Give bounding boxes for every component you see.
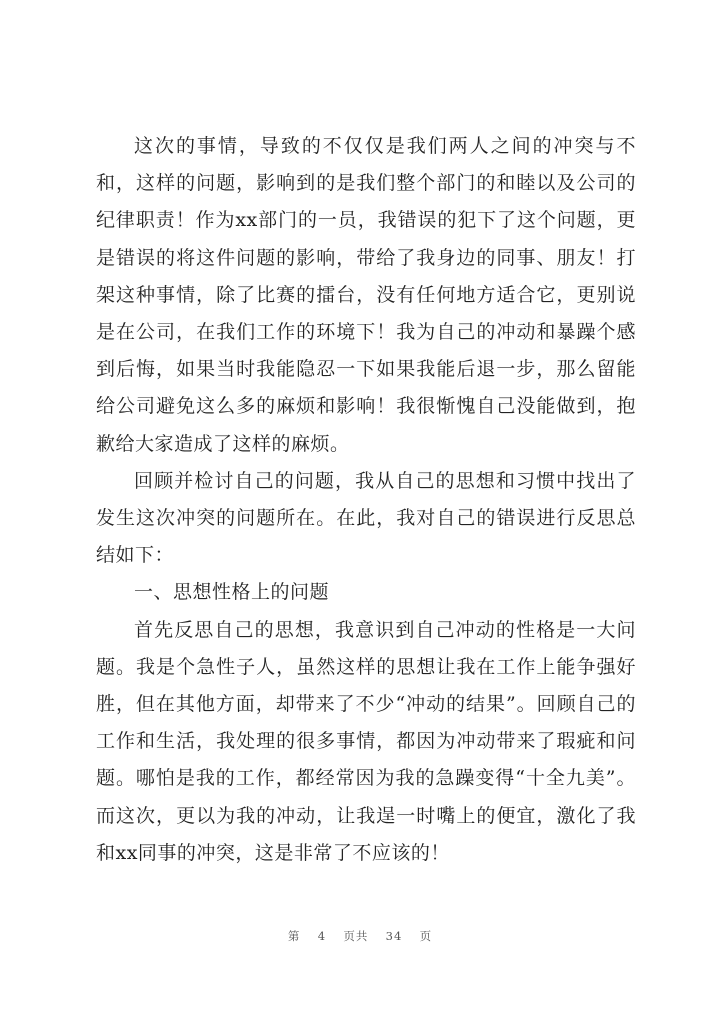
page-footer <box>0 928 720 944</box>
document-body <box>96 128 636 872</box>
page-label-mid: 页共 <box>343 929 369 943</box>
current-page-number: 4 <box>317 929 327 943</box>
page-label-suffix: 页 <box>419 929 433 943</box>
paragraph: 回顾并检讨自己的问题，我从自己的思想和习惯中找出了发生这次冲突的问题所在。在此，我对自己的错误进行反思总结如下： <box>96 469 636 567</box>
paragraph: 首先反思自己的思想，我意识到自己冲动的性格是一大问题。我是个急性子人，虽然这样的思想让我在工作上能争强好胜，但在其他方面，却带来了不少“冲动的结果”。回顾自己的工作和生活，我处理的很多事情，都因为冲动带来了瑕疵和问题。哪怕是我的工作，都经常因为我的急躁变得“十全九美”。而这次，更以为我的冲动，让我逞一时嘴上的便宜，激化了我和xx同事的冲突，这是非常了不应该的！ <box>96 618 636 864</box>
paragraph: 这次的事情，导致的不仅仅是我们两人之间的冲突与不和，这样的问题，影响到的是我们整个部门的和睦以及公司的纪律职责！作为xx部门的一员，我错误的犯下了这个问题，更是错误的将这件问题的影响，带给了我身边的同事、朋友！打架这种事情，除了比赛的擂台，没有任何地方适合它，更别说是在公司，在我们工作的环境下！我为自己的冲动和暴躁个感到后悔，如果当时我能隐忍一下如果我能后退一步，那么留能给公司避免这么多的麻烦和影响！我很惭愧自己没能做到，抱歉给大家造成了这样的麻烦。 <box>96 135 636 455</box>
total-pages-number: 34 <box>385 929 403 943</box>
section-heading: 一、思想性格上的问题 <box>134 581 330 604</box>
page-label-prefix: 第 <box>287 929 301 943</box>
